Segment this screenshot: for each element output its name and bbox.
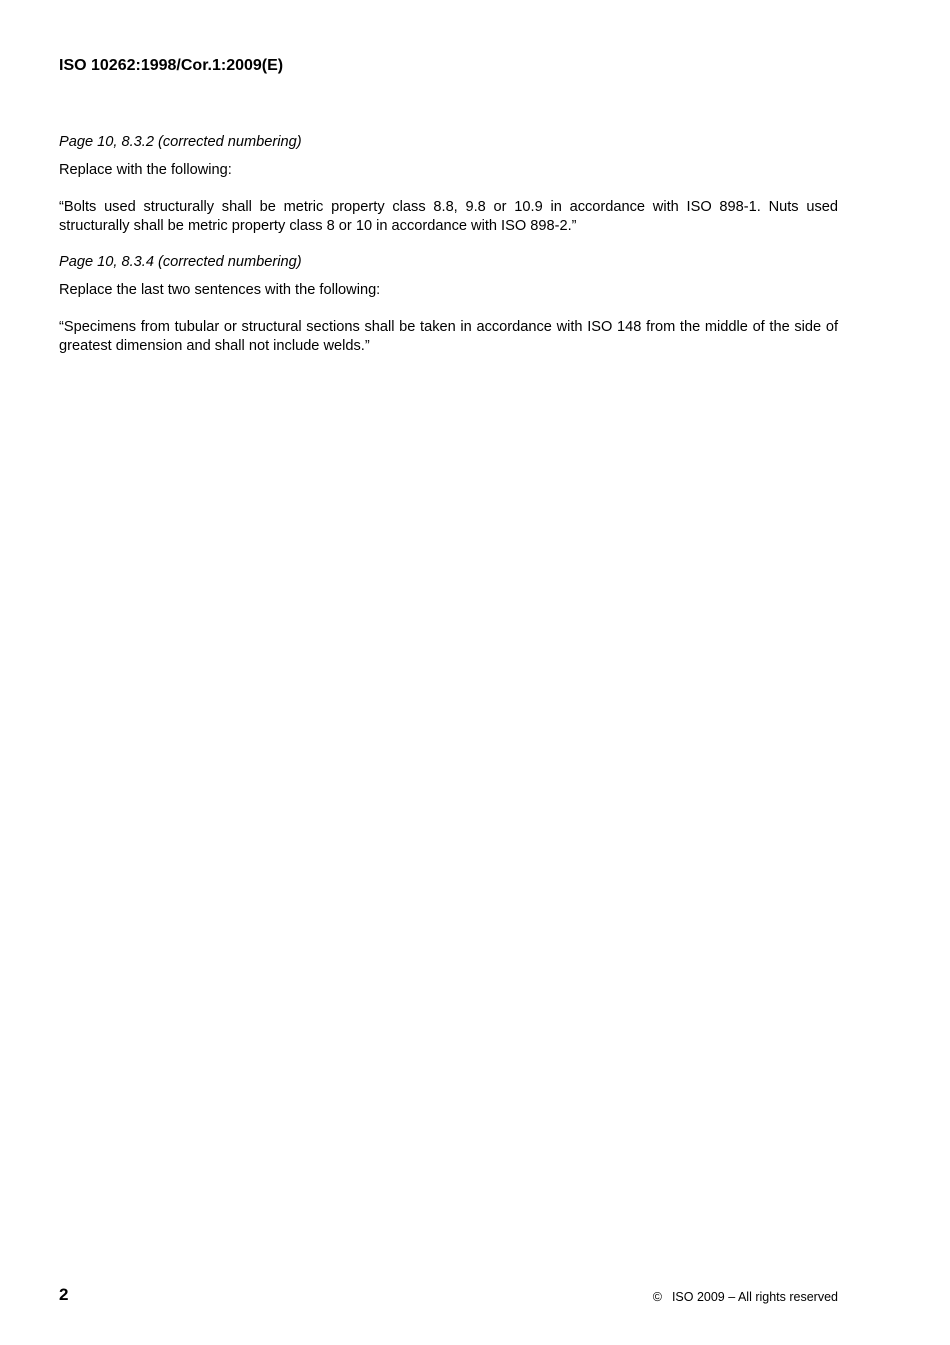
correction-instruction: Replace the last two sentences with the following: [59, 281, 381, 298]
correction-text: “Bolts used structurally shall be metric property class 8.8, 9.8 or 10.9 in accordance with ISO 898-1. Nuts used structurally shall be metric property class 8 or 10 in accordance with ISO 898-2.” [59, 199, 838, 234]
correction-reference: Page 10, 8.3.4 (corrected numbering) [59, 254, 302, 270]
correction-reference: Page 10, 8.3.2 (corrected numbering) [59, 134, 302, 150]
page-number: 2 [59, 1285, 69, 1304]
correction-instruction: Replace with the following: [59, 161, 232, 178]
copyright-icon: © [652, 1290, 662, 1304]
copyright-text: ISO 2009 – All rights reserved [671, 1290, 838, 1304]
correction-text: “Specimens from tubular or structural sections shall be taken in accordance with ISO 148 from the middle of the side of greatest dimension and shall not include welds.” [59, 319, 838, 354]
copyright-notice [653, 1289, 838, 1305]
document-body [59, 133, 838, 355]
document-id-header: ISO 10262:1998/Cor.1:2009(E) [59, 57, 284, 74]
